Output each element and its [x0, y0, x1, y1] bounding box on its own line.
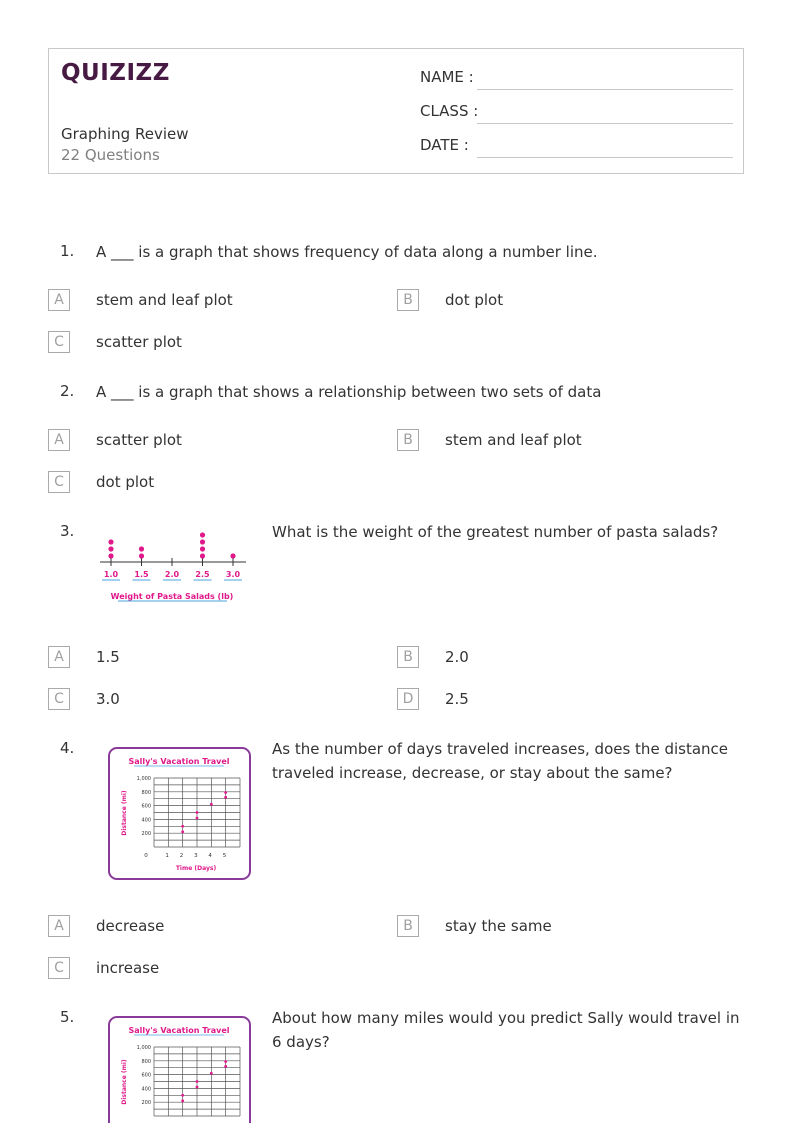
option-letter[interactable]: B	[397, 289, 419, 311]
question-number: 2.	[60, 382, 75, 400]
option-letter[interactable]: B	[397, 429, 419, 451]
option-letter[interactable]: C	[48, 471, 70, 493]
data-point	[181, 1099, 184, 1102]
y-tick-label: 800	[141, 789, 151, 796]
option-text[interactable]: increase	[96, 959, 160, 977]
question-text: A ___ is a graph that shows frequency of data along a number line.	[96, 243, 598, 261]
data-point	[181, 1094, 184, 1097]
dotplot-dot	[139, 553, 144, 558]
option-text[interactable]: 2.0	[445, 648, 469, 666]
dotplot-dot	[108, 546, 113, 551]
y-tick-label: 200	[141, 831, 151, 838]
y-tick-label: 600	[141, 1072, 151, 1079]
option-text[interactable]: stem and leaf plot	[96, 291, 233, 309]
dotplot-dot	[230, 553, 235, 558]
y-tick-label: 600	[141, 803, 151, 810]
date-line[interactable]	[477, 157, 733, 158]
question-text: What is the weight of the greatest number of pasta salads?	[272, 523, 719, 541]
scatter-y-label: Distance (mi)	[121, 790, 128, 836]
name-line[interactable]	[477, 89, 733, 90]
x-tick-label: 2	[179, 853, 184, 859]
data-point	[196, 1086, 199, 1089]
scatter-title: Sally's Vacation Travel	[128, 757, 230, 766]
option-text[interactable]: scatter plot	[96, 431, 182, 449]
data-point	[196, 811, 199, 814]
name-label: NAME :	[420, 68, 474, 86]
option-letter[interactable]: A	[48, 646, 70, 668]
dotplot-x-label: Weight of Pasta Salads (lb)	[110, 592, 234, 601]
option-text[interactable]: stem and leaf plot	[445, 431, 582, 449]
data-point	[224, 1060, 227, 1063]
question-number: 5.	[60, 1008, 75, 1026]
option-text[interactable]: dot plot	[445, 291, 504, 309]
question-number: 1.	[60, 242, 75, 260]
option-letter[interactable]: A	[48, 289, 70, 311]
quizizz-logo: QUIZIZZ	[61, 60, 170, 86]
option-text[interactable]: decrease	[96, 917, 165, 935]
data-point	[210, 803, 213, 806]
worksheet-header	[48, 48, 744, 174]
data-point	[224, 796, 227, 799]
date-label: DATE :	[420, 136, 469, 154]
y-tick-label: 1,000	[136, 776, 151, 782]
x-tick-label: 5	[222, 853, 227, 859]
data-point	[224, 1065, 227, 1068]
question-number: 3.	[60, 522, 75, 540]
data-point	[181, 825, 184, 828]
dotplot-dot	[200, 546, 205, 551]
option-letter[interactable]: C	[48, 688, 70, 710]
option-letter[interactable]: A	[48, 429, 70, 451]
worksheet-title: Graphing Review	[61, 125, 189, 143]
option-letter[interactable]: C	[48, 957, 70, 979]
data-point	[181, 830, 184, 833]
option-letter[interactable]: B	[397, 646, 419, 668]
question-count: 22 Questions	[61, 146, 160, 164]
dotplot-dot	[108, 539, 113, 544]
option-letter[interactable]: D	[397, 688, 419, 710]
option-text[interactable]: stay the same	[445, 917, 552, 935]
dotplot-dot	[200, 532, 205, 537]
dotplot-tick-label: 2.0	[164, 570, 180, 579]
dot-plot-figure	[96, 518, 256, 608]
y-tick-label: 200	[141, 1100, 151, 1107]
dotplot-tick-label: 3.0	[225, 570, 241, 579]
x-tick-label: 3	[194, 853, 198, 859]
question-text: About how many miles would you predict Sally would travel in 6 days?	[272, 1009, 740, 1051]
class-line[interactable]	[477, 123, 733, 124]
dotplot-dot	[200, 553, 205, 558]
option-text[interactable]: dot plot	[96, 473, 155, 491]
option-letter[interactable]: C	[48, 331, 70, 353]
data-point	[196, 1080, 199, 1083]
dotplot-dot	[200, 539, 205, 544]
dotplot-tick-label: 1.0	[103, 570, 119, 579]
scatter-frame	[109, 748, 250, 879]
scatter-title: Sally's Vacation Travel	[128, 1026, 230, 1035]
x-tick-label: 4	[208, 853, 212, 859]
x-tick-label: 0	[144, 853, 148, 859]
option-letter[interactable]: A	[48, 915, 70, 937]
dotplot-tick-label: 1.5	[134, 570, 149, 579]
data-point	[196, 817, 199, 820]
class-label: CLASS :	[420, 102, 479, 120]
x-tick-label: 1	[165, 853, 169, 859]
question-number: 4.	[60, 739, 75, 757]
option-text[interactable]: 3.0	[96, 690, 120, 708]
option-letter[interactable]: B	[397, 915, 419, 937]
option-text[interactable]: scatter plot	[96, 333, 182, 351]
y-tick-label: 1,000	[136, 1045, 151, 1051]
dotplot-dot	[108, 553, 113, 558]
scatter-x-label: Time (Days)	[175, 865, 217, 872]
scatter-y-label: Distance (mi)	[121, 1059, 128, 1105]
y-tick-label: 400	[141, 817, 151, 824]
scatter-plot-figure	[108, 1016, 251, 1123]
data-point	[210, 1072, 213, 1075]
option-text[interactable]: 2.5	[445, 690, 469, 708]
option-text[interactable]: 1.5	[96, 648, 120, 666]
question-text: A ___ is a graph that shows a relationship between two sets of data	[96, 383, 602, 401]
y-tick-label: 400	[141, 1086, 151, 1093]
scatter-plot-figure	[108, 747, 251, 881]
y-tick-label: 800	[141, 1058, 151, 1065]
dotplot-tick-label: 2.5	[195, 570, 210, 579]
dotplot-dot	[139, 546, 144, 551]
question-text: As the number of days traveled increases, does the distance traveled increase, decrease, or stay about the same?	[272, 740, 728, 782]
data-point	[224, 791, 227, 794]
